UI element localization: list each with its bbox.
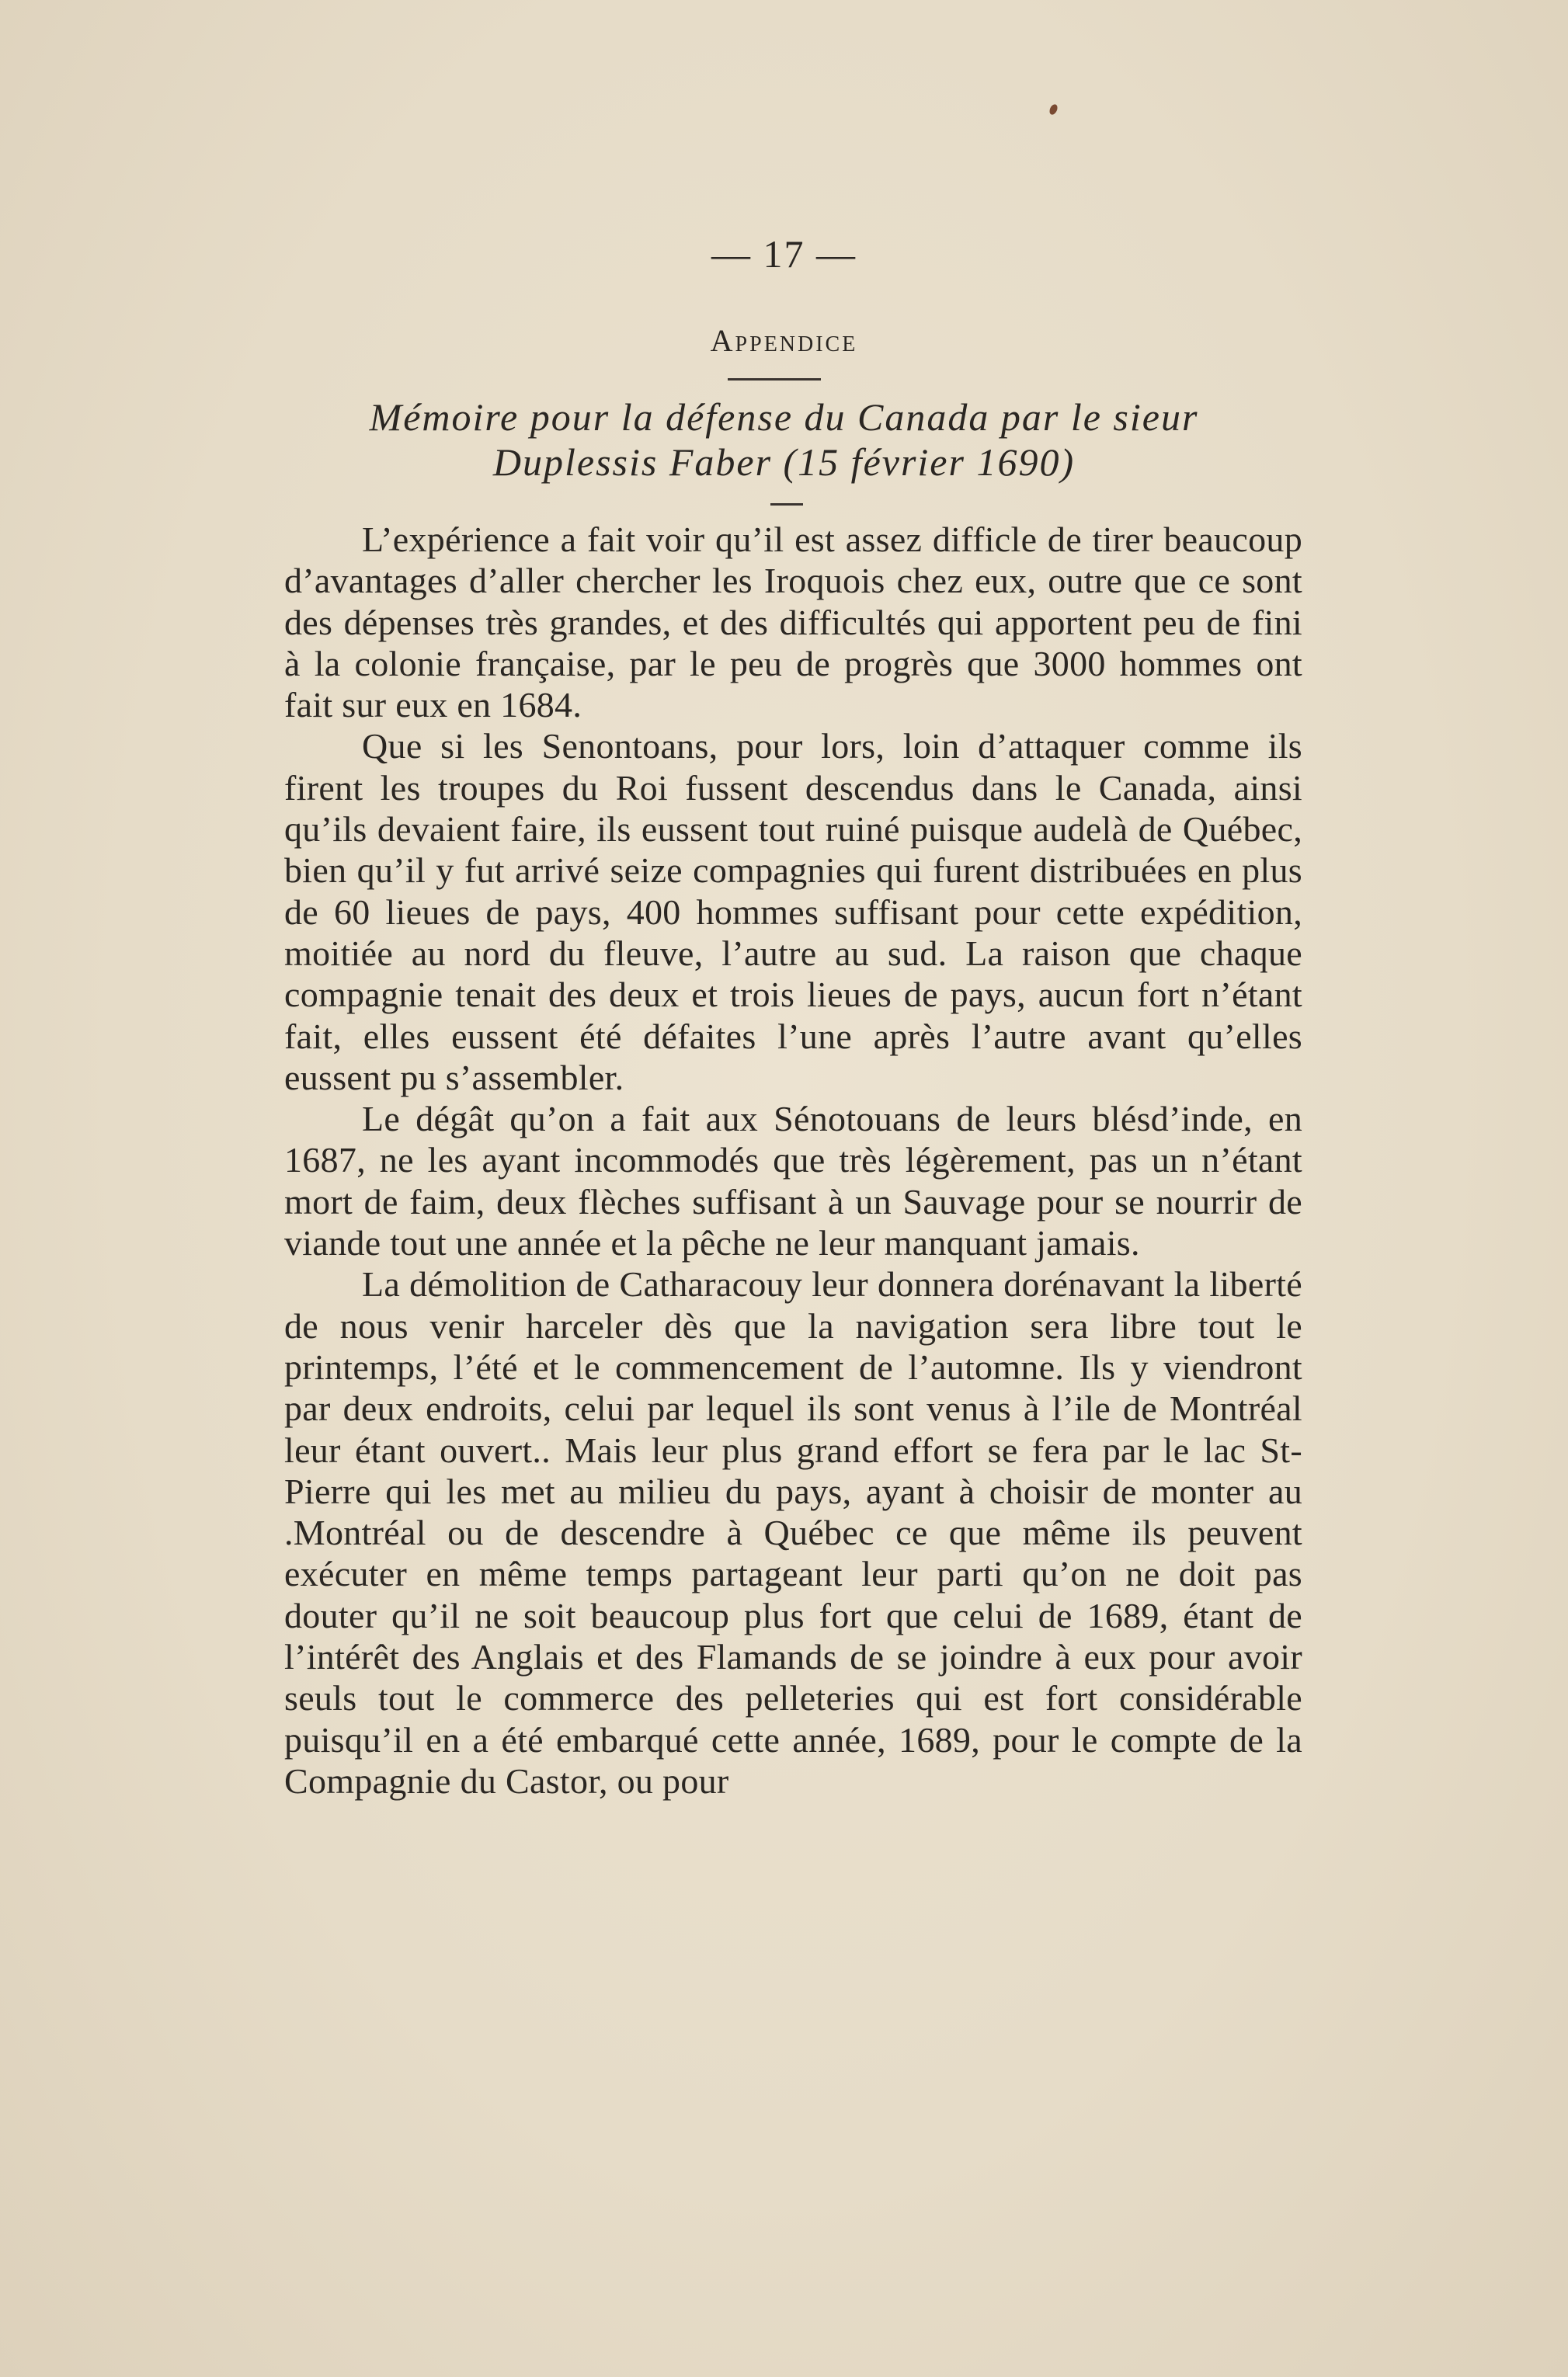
page-number: — 17 — xyxy=(711,232,857,276)
document-subtitle-line-1: Mémoire pour la défense du Canada par le sieur xyxy=(369,395,1199,439)
ink-speck xyxy=(1048,103,1059,116)
section-title: Appendice xyxy=(710,323,858,358)
paragraph-2: Que si les Senontoans, pour lors, loin d’attaquer comme ils firent les troupes du Roi fussent descendus dans le Canada, ainsi qu’ils devaient faire, ils eussent tout ruiné puisque audelà de Québec, bien qu’il y fut arrivé seize compagnies qui furent distribuées en plus de 60 lieues de pays, 400 hommes suffisant pour cette expédition, moitiée au nord du fleuve, l’autre au sud. La raison que chaque compagnie tenait des deux et trois lieues de pays, aucun fort n’étant fait, elles eussent été défaites l’une après l’autre avant qu’elles eussent pu s’assembler. xyxy=(284,726,1302,1097)
title-divider xyxy=(728,378,821,381)
paragraph-1: L’expérience a fait voir qu’il est assez difficle de tirer beaucoup d’avantages d’aller chercher les Iroquois chez eux, outre que ce sont des dépenses très grandes, et des difficultés qui apportent peu de fini à la colonie française, par le peu de progrès que 3000 hommes ont fait sur eux en 1684. xyxy=(284,520,1302,725)
paragraph-4: La démolition de Catharacouy leur donnera dorénavant la liberté de nous venir harceler dès que la navigation sera libre tout le printemps, l’été et le commencement de l’automne. Ils y viendront par deux endroits, celui par lequel ils sont venus à l’ile de Montréal leur étant ouvert.. Mais leur plus grand effort se fera par le lac St-Pierre qui les met au milieu du pays, ayant à choisir de monter au .Montréal ou de descendre à Québec ce que même ils peuvent exécuter en même temps partageant leur parti qu’on ne doit pas douter qu’il ne soit beaucoup plus fort que celui de 1689, étant de l’intérêt des Anglais et des Flamands de se joindre à eux pour avoir seuls tout le commerce des pelleteries qui est fort considérable puisqu’il en a été embarqué cette année, 1689, pour le compte de la Compagnie du Castor, ou pour xyxy=(284,1264,1302,1801)
document-subtitle-line-2: Duplessis Faber (15 février 1690) xyxy=(492,440,1076,484)
body-text xyxy=(284,519,1302,1802)
paragraph-3: Le dégât qu’on a fait aux Sénotouans de leurs blésd’inde, en 1687, ne les ayant incommodés que très légèrement, pas un n’étant mort de faim, deux flèches suffisant à un Sauvage pour se nourrir de viande tout une année et la pêche ne leur manquant jamais. xyxy=(284,1099,1302,1263)
subtitle-divider xyxy=(770,503,803,506)
